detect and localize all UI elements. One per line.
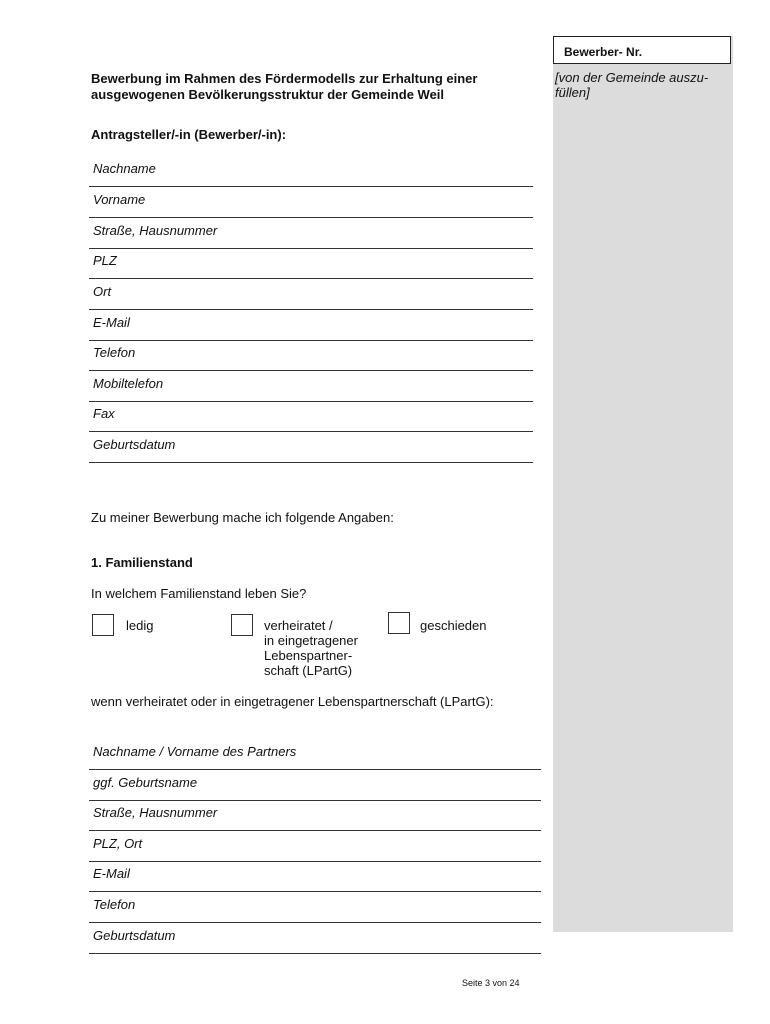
partner-email-field[interactable]: E-Mail (89, 861, 541, 892)
applicant-heading: Antragsteller/-in (Bewerber/-in): (91, 127, 287, 142)
partner-name-field[interactable]: Nachname / Vorname des Partners (89, 739, 541, 770)
city-field[interactable]: Ort (89, 279, 533, 310)
mobile-field[interactable]: Mobiltelefon (89, 371, 533, 402)
section-1-heading: 1. Familienstand (91, 555, 193, 570)
single-label: ledig (126, 618, 154, 633)
married-checkbox[interactable] (231, 614, 253, 636)
intro-text: Zu meiner Bewerbung mache ich folgende Angaben: (91, 510, 394, 525)
postal-code-field[interactable]: PLZ (89, 248, 533, 279)
office-use-sidebar (553, 36, 733, 932)
email-field[interactable]: E-Mail (89, 310, 533, 341)
applicant-number-box (553, 36, 731, 64)
partner-postal-city-field[interactable]: PLZ, Ort (89, 831, 541, 862)
office-use-note: [von der Gemeinde auszu-füllen] (555, 70, 709, 100)
marital-status-question: In welchem Familienstand leben Sie? (91, 586, 307, 601)
phone-field[interactable]: Telefon (89, 340, 533, 371)
married-label: verheiratet / in eingetragener Lebenspartner- schaft (LPartG) (264, 618, 358, 678)
divorced-label: geschieden (420, 618, 487, 633)
birthdate-field[interactable]: Geburtsdatum (89, 432, 533, 463)
fax-field[interactable]: Fax (89, 401, 533, 432)
single-checkbox[interactable] (92, 614, 114, 636)
applicant-number-label: Bewerber- Nr. (564, 45, 643, 59)
document-title: Bewerbung im Rahmen des Fördermodells zur Erhaltung einer ausgewogenen Bevölkerungsstruktur der Gemeinde Weil (91, 71, 478, 102)
partner-street-field[interactable]: Straße, Hausnummer (89, 800, 541, 831)
divorced-checkbox[interactable] (388, 612, 410, 634)
partner-phone-field[interactable]: Telefon (89, 892, 541, 923)
partner-birth-name-field[interactable]: ggf. Geburtsname (89, 770, 541, 801)
page-footer: Seite 3 von 24 (462, 978, 520, 988)
first-name-field[interactable]: Vorname (89, 187, 533, 218)
partner-note: wenn verheiratet oder in eingetragener Lebenspartnerschaft (LPartG): (91, 694, 494, 709)
partner-birthdate-field[interactable]: Geburtsdatum (89, 923, 541, 954)
last-name-field[interactable]: Nachname (89, 156, 533, 187)
street-field[interactable]: Straße, Hausnummer (89, 218, 533, 249)
